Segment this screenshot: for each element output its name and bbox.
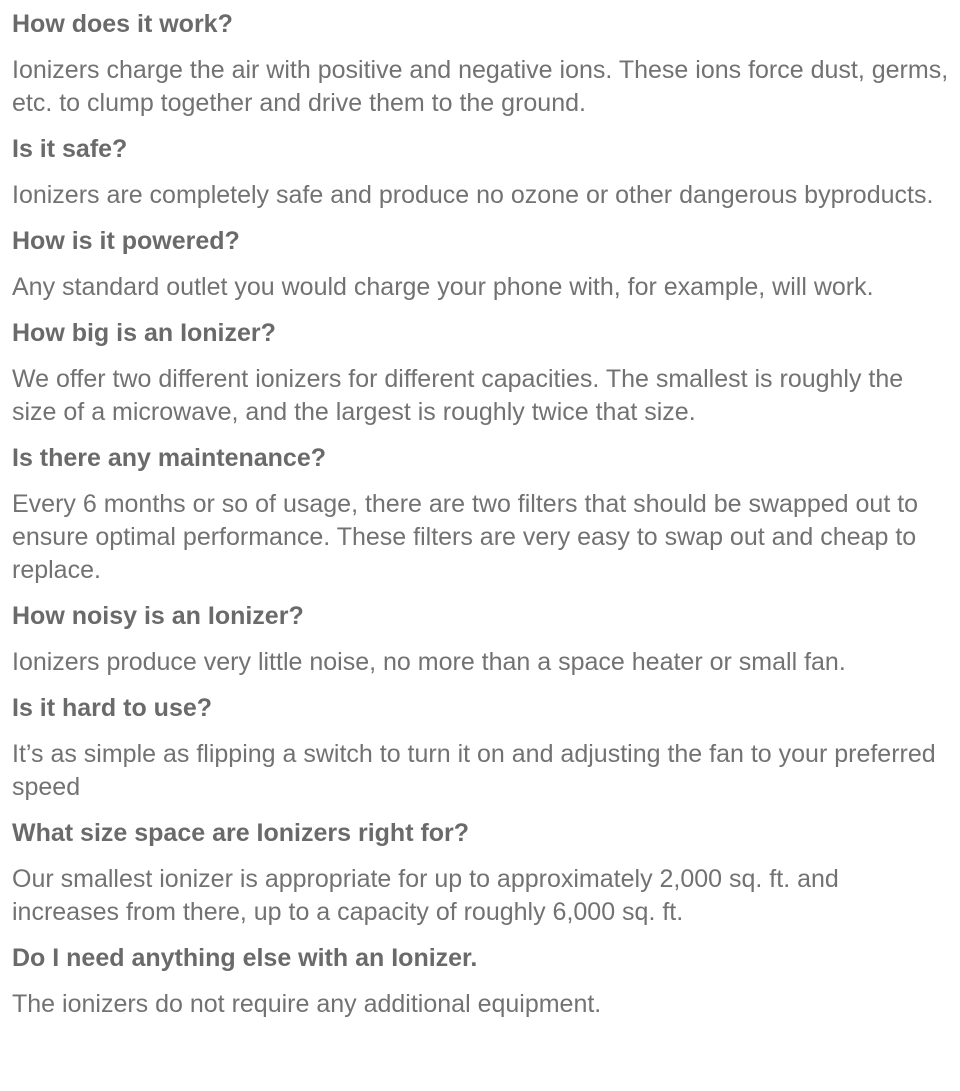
faq-question: How is it powered? xyxy=(12,227,240,255)
faq-question: Is it safe? xyxy=(12,135,128,163)
faq-item xyxy=(12,225,952,304)
faq-question: How does it work? xyxy=(12,10,233,38)
faq-item xyxy=(12,942,952,1021)
faq-item xyxy=(12,133,952,212)
faq-answer: Any standard outlet you would charge your phone with, for example, will work. xyxy=(12,273,874,301)
faq-answer: Every 6 months or so of usage, there are two filters that should be swapped out to ensure optimal performance. These filters are very easy to swap out and cheap to replace. xyxy=(12,490,919,584)
faq-item xyxy=(12,317,952,429)
faq-item xyxy=(12,692,952,804)
faq-answer: Ionizers are completely safe and produce no ozone or other dangerous byproducts. xyxy=(12,181,934,209)
faq-item xyxy=(12,600,952,679)
faq-answer: Our smallest ionizer is appropriate for up to approximately 2,000 sq. ft. and increases from there, up to a capacity of roughly 6,000 sq. ft. xyxy=(12,865,839,926)
faq-answer: Ionizers charge the air with positive and negative ions. These ions force dust, germs, etc. to clump together and drive them to the ground. xyxy=(12,56,949,117)
faq-item xyxy=(12,442,952,587)
faq-item xyxy=(12,817,952,929)
faq-question: How big is an Ionizer? xyxy=(12,319,276,347)
faq-question: Is it hard to use? xyxy=(12,694,213,722)
faq-answer: We offer two different ionizers for different capacities. The smallest is roughly the size of a microwave, and the largest is roughly twice that size. xyxy=(12,365,904,426)
faq-answer: The ionizers do not require any additional equipment. xyxy=(12,990,602,1018)
faq-question: Is there any maintenance? xyxy=(12,444,327,472)
faq-question: What size space are Ionizers right for? xyxy=(12,819,470,847)
faq-question: Do I need anything else with an Ionizer. xyxy=(12,944,478,972)
faq-question: How noisy is an Ionizer? xyxy=(12,602,304,630)
faq-answer: It’s as simple as flipping a switch to turn it on and adjusting the fan to your preferred speed xyxy=(12,740,936,801)
faq-answer: Ionizers produce very little noise, no more than a space heater or small fan. xyxy=(12,648,846,676)
faq-item xyxy=(12,8,952,120)
